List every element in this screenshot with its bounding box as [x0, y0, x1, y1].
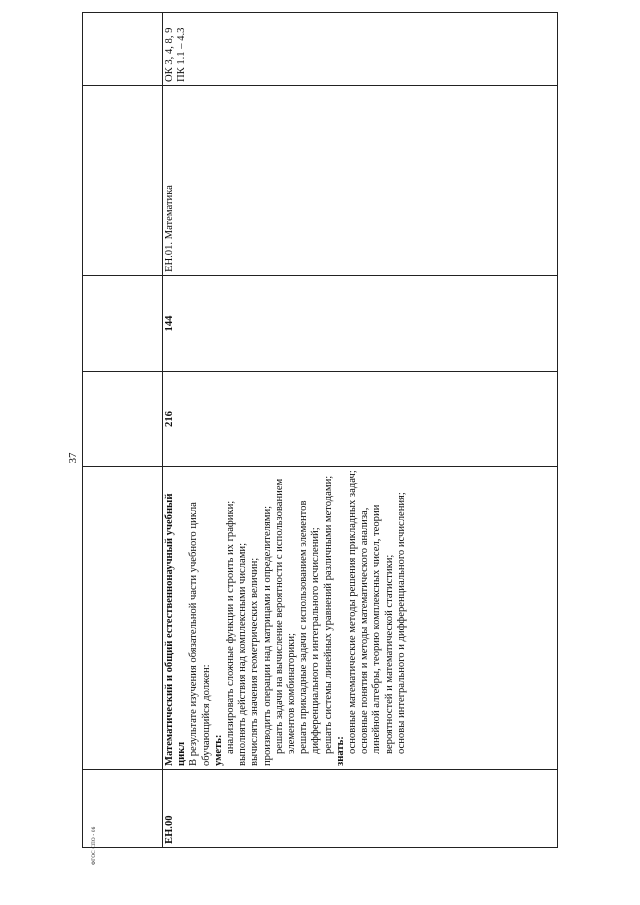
- knowledge-item: основы интегрального и дифференциального исчисления;: [395, 492, 407, 754]
- skill-item: вычислять значения геометрических величин;: [249, 557, 261, 766]
- header-cell: [83, 13, 163, 86]
- competences-general: ОК 3, 4, 8, 9: [164, 27, 175, 82]
- cycle-code: ЕН.00: [163, 770, 558, 848]
- skill-item: выполнять действия над комплексными числами;: [237, 542, 249, 766]
- cycle-description: [163, 467, 558, 770]
- competences: [163, 13, 558, 86]
- table-row: [163, 13, 558, 848]
- max-hours: 216: [163, 372, 558, 467]
- competences-professional: ПК 1.1 – 4.3: [176, 27, 188, 82]
- knowledge-item: основные математические методы решения прикладных задач;: [347, 470, 359, 754]
- skill-item: производить операции над матрицами и определителями;: [261, 505, 273, 766]
- header-cell: [83, 770, 163, 848]
- skills-label: уметь:: [212, 734, 224, 766]
- discipline-name: ЕН.01. Математика: [163, 86, 558, 276]
- page-number: 37: [67, 452, 79, 464]
- header-cell: [83, 467, 163, 770]
- header-cell: [83, 372, 163, 467]
- table-header-row: [83, 13, 163, 848]
- footer-standard-code: ФГОС СПО - 06: [92, 826, 97, 865]
- header-cell: [83, 276, 163, 372]
- skill-item: решать системы линейных уравнений различными методами;: [322, 475, 334, 754]
- cycle-intro: В результате изучения обязательной части учебного цикла обучающийся должен:: [188, 502, 212, 766]
- class-hours: 144: [163, 276, 558, 372]
- skill-item: решать прикладные задачи с использованием элементов дифференциального и интегрального исчислений;: [298, 500, 322, 754]
- curriculum-table-wrapper: [82, 13, 558, 848]
- cycle-title: Математический и общий естественнонаучный учебный цикл: [164, 493, 188, 766]
- knowledge-item: основные понятия и методы математического анализа, линейной алгебры, теорию комплексных чисел, теории вероятностей и математической статистики;: [359, 504, 395, 754]
- skill-item: анализировать сложные функции и строить их графики;: [225, 500, 237, 754]
- curriculum-table: [82, 12, 558, 848]
- skill-item: решать задачи на вычисление вероятности с использованием элементов комбинаторики;: [273, 478, 298, 754]
- knowledge-label: знать:: [334, 736, 346, 766]
- header-cell: [83, 86, 163, 276]
